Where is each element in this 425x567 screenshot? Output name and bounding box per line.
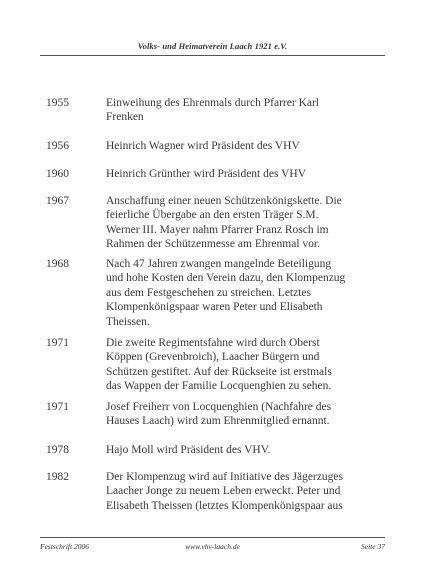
entry-text [106, 336, 378, 394]
entry-text-line: Theissen. [106, 315, 150, 328]
entry-year: 1967 [46, 195, 69, 207]
entry-year: 1956 [46, 140, 69, 152]
entry-text [106, 167, 378, 181]
entry-text-line: feierliche Übergabe an den ersten Träger S.M. [106, 209, 319, 222]
entry-text-line: Werner III. Mayer nahm Pfarrer Franz Rosch im [106, 223, 329, 236]
entry-text-line: Klompenkönigspaar waren Peter und Elisabeth [106, 301, 323, 314]
entry-text-line: Rahmen der Schützenmesse am Ehrenmal vor. [106, 238, 320, 251]
entry-text-line: Hajo Moll wird Präsident des VHV. [106, 444, 271, 456]
entry-text-line: Elisabeth Theissen (letztes Klompenkönigspaar aus [106, 499, 343, 512]
entry-text [106, 470, 378, 513]
entry-text [106, 194, 378, 252]
entry-text-line: Schützen gestiftet. Auf der Rückseite ist erstmals [106, 365, 332, 378]
entry-text-line: das Wappen der Familie Locquenghien zu sehen. [106, 380, 332, 393]
entry-text [106, 443, 378, 457]
entry-year: 1971 [46, 337, 69, 349]
entry-text [106, 257, 378, 329]
entry-text-line: Frenken [106, 111, 144, 124]
entry-year: 1968 [46, 258, 69, 270]
entry-text-line: Anschaffung einer neuen Schützenkönigskette. Die [106, 195, 342, 207]
entry-text [106, 400, 378, 429]
footer-publication: Festschrift 2006 [40, 542, 89, 551]
footer-divider [40, 537, 385, 538]
entry-text [106, 96, 378, 125]
header-divider [40, 55, 385, 56]
entry-text-line: Heinrich Grünther wird Präsident des VHV [106, 168, 307, 180]
entry-year: 1960 [46, 168, 69, 180]
entry-text-line: aus dem Festgeschehen zu streichen. Letztes [106, 286, 312, 299]
entry-text-line: Köppen (Grevenbroich), Laacher Bürgern und [106, 351, 320, 364]
entry-text-line: Hauses Laach) wird zum Ehrenmitglied ernannt. [106, 415, 330, 428]
entry-text-line: Heinrich Wagner wird Präsident des VHV [106, 140, 300, 152]
page-header-title: Volks- und Heimatverein Laach 1921 e.V. [137, 41, 288, 51]
entry-text-line: Die zweite Regimentsfahne wird durch Oberst [106, 337, 320, 349]
entry-text-line: und hohe Kosten den Verein dazu, den Klompenzug [106, 272, 346, 285]
entry-text-line: Laacher Jonge zu neuem Leben erweckt. Peter und [106, 485, 341, 498]
entry-year: 1978 [46, 444, 69, 456]
entry-year: 1982 [46, 471, 69, 483]
entry-text [106, 139, 378, 153]
entry-text-line: Josef Freiherr von Locquenghien (Nachfahre des [106, 401, 332, 413]
entry-year: 1971 [46, 401, 69, 413]
entry-text-line: Nach 47 Jahren zwangen mangelnde Beteiligung [106, 258, 332, 270]
footer-page-number: Seite 37 [361, 542, 385, 551]
entry-year: 1955 [46, 97, 69, 109]
footer-website: www.vhv-laach.de [185, 542, 240, 551]
entry-text-line: Der Klompenzug wird auf Initiative des Jägerzuges [106, 471, 343, 483]
entry-text-line: Einweihung des Ehrenmals durch Pfarrer Karl [106, 97, 319, 109]
